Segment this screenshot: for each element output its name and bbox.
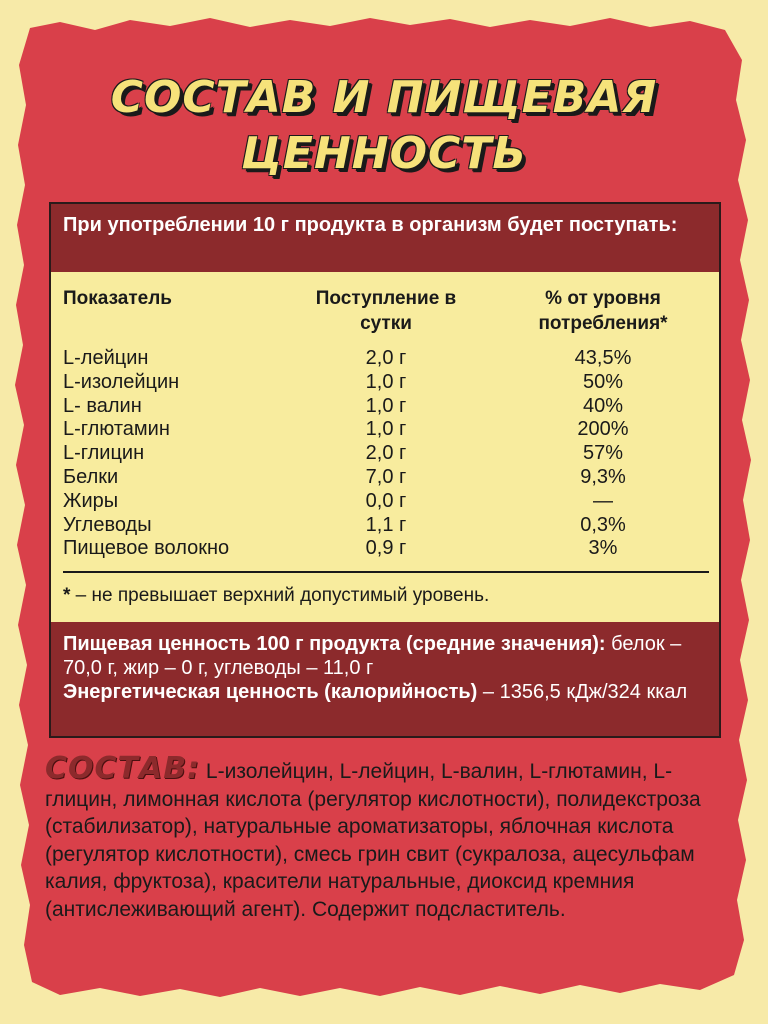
row-percent: 3% <box>588 537 618 560</box>
row-amount: 1,0 г <box>365 394 407 417</box>
table-row <box>63 442 709 466</box>
energy-label: Энергетическая ценность (калорийность) <box>63 681 478 703</box>
row-name: L-изолейцин <box>63 370 180 393</box>
composition-label: СОСТАВ: <box>45 751 201 786</box>
row-name: Углеводы <box>63 513 152 536</box>
row-percent: 50% <box>582 370 624 393</box>
title-line-2: ЦЕННОСТЬ <box>241 128 527 179</box>
column-header-percent: % от уровня потребления* <box>538 288 668 334</box>
row-percent: 0,3% <box>580 513 626 536</box>
row-amount: 0,0 г <box>365 489 407 512</box>
row-name: L-глютамин <box>63 418 170 441</box>
row-amount: 1,0 г <box>365 370 407 393</box>
row-name: Жиры <box>63 489 119 512</box>
row-amount: 1,0 г <box>365 418 407 441</box>
row-name: Белки <box>63 465 119 488</box>
table-row <box>63 514 709 538</box>
footnote-mark: * <box>63 585 71 606</box>
row-amount: 7,0 г <box>365 465 407 488</box>
row-name: L- валин <box>63 394 142 417</box>
row-percent: 9,3% <box>580 465 626 488</box>
composition-section <box>45 751 725 923</box>
column-header-daily-intake: Поступление в сутки <box>315 288 457 334</box>
table-row <box>63 371 709 395</box>
table-rows <box>63 347 709 561</box>
table-row <box>63 347 709 371</box>
row-percent: 200% <box>577 418 629 441</box>
energy-value: – 1356,5 кДж/324 ккал <box>477 681 688 703</box>
intake-header: При употреблении 10 г продукта в организм будет поступать: <box>51 204 719 272</box>
footnote-text: – не превышает верхний допустимый уровень. <box>70 585 490 606</box>
table-divider <box>63 571 709 573</box>
table-row <box>63 395 709 419</box>
row-amount: 1,1 г <box>365 513 407 536</box>
table-row <box>63 490 709 514</box>
row-name: L-лейцин <box>63 347 149 369</box>
row-amount: 2,0 г <box>365 347 407 369</box>
nutrition-value-band <box>51 622 719 736</box>
composition-text: L-изолейцин, L-лейцин, L-валин, L-глютамин, L-глицин, лимонная кислота (регулятор кислотности), полидекстроза (стабилизатор), натуральные ароматизаторы, яблочная кислота (регулятор кислотности), смесь грин свит (сукралоза, ацесульфам калия, фруктоза), красители натуральные, диоксид кремния (антислеживающий агент). Содержит подсластитель. <box>45 760 701 921</box>
row-percent: 40% <box>582 394 624 417</box>
row-name: L-глицин <box>63 442 145 465</box>
title-line-1: СОСТАВ И ПИЩЕВАЯ <box>110 72 658 123</box>
table-row <box>63 418 709 442</box>
row-name: Пищевое волокно <box>63 537 230 560</box>
row-percent: 57% <box>582 442 624 465</box>
nutrition-table-box <box>49 202 721 738</box>
nutrition-100g-label: Пищевая ценность 100 г продукта (средние значения): <box>63 633 606 655</box>
row-percent: 43,5% <box>574 347 632 369</box>
row-amount: 0,9 г <box>365 537 407 560</box>
page-title <box>0 70 768 182</box>
column-header-indicator: Показатель <box>63 288 172 309</box>
table-row <box>63 466 709 490</box>
row-amount: 2,0 г <box>365 442 407 465</box>
table-row <box>63 537 709 561</box>
row-percent: — <box>593 489 613 512</box>
footnote <box>63 584 489 608</box>
table-header <box>63 286 709 342</box>
nutrition-100g-values: белок – 70,0 г, жир – 0 г, углеводы – 11,0 г <box>63 633 682 679</box>
